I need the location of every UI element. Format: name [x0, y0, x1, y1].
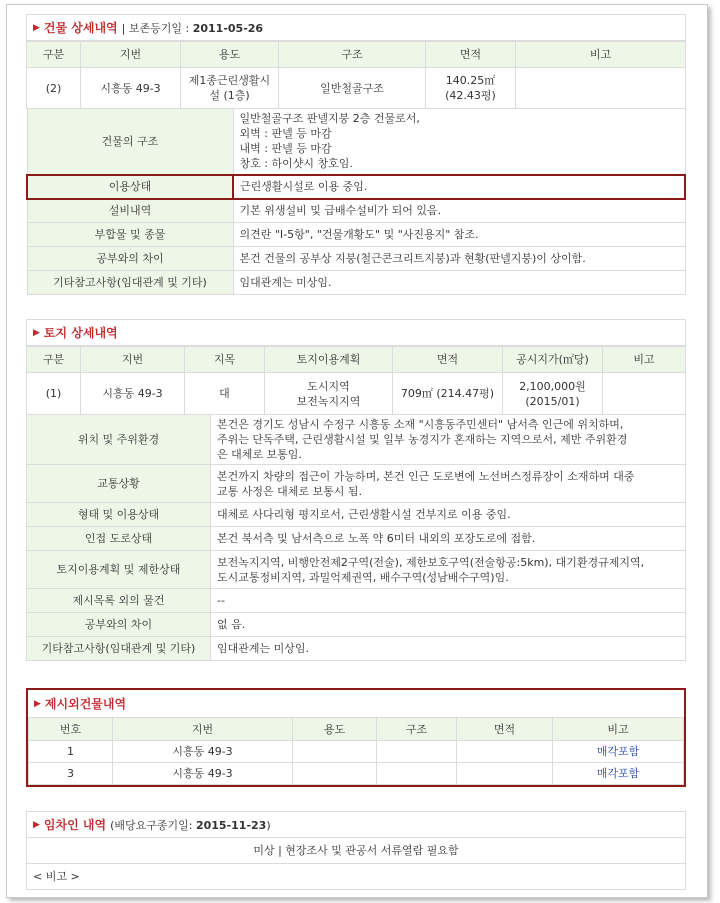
- land-title-bar: [26, 319, 686, 346]
- land-title: 토지 상세내역: [43, 326, 118, 340]
- building-title-bar: [26, 14, 686, 41]
- land-header-row: 구분 지번 지목 토지이용계획 면적 공시지가(㎡당) 비고: [27, 347, 686, 373]
- building-date: 2011-05-26: [192, 21, 264, 35]
- building-detail-table: [26, 108, 686, 295]
- building-date-info: | 보존등기일 : 2011-05-26: [121, 21, 264, 35]
- extra-building-table: [28, 717, 684, 785]
- tenant-title-bar: [26, 811, 686, 838]
- building-section: [26, 14, 686, 295]
- red-arrow-icon: ▶: [34, 698, 41, 709]
- table-row: 위치 및 주위환경 본건은 경기도 성남시 수정구 시흥동 소재 "시흥동주민센터" 남서측 인근에 위치하며, 주위는 단독주택, 근린생활시설 및 일부 농경지가 혼재하는 지역으로서, 제반 주위환경 은 대체로 보통임.: [27, 415, 686, 465]
- table-row: (2) 시흥동 49-3 제1종근린생활시설 (1층) 일반철골구조 140.25㎡ (42.43평): [27, 68, 686, 109]
- tenant-title: 임차인 내역: [43, 818, 107, 832]
- table-row: 1 시흥동 49-3 매각포함: [29, 741, 684, 763]
- table-row: 제시목록 외의 물건 --: [27, 589, 686, 613]
- tenant-note: < 비고 >: [27, 864, 686, 890]
- table-row: (1) 시흥동 49-3 대 도시지역 보전녹지지역 709㎡ (214.47평) 2,100,000원 (2015/01): [27, 373, 686, 415]
- table-row: 공부와의 차이 없 음.: [27, 613, 686, 637]
- red-arrow-icon: ▶: [33, 22, 40, 33]
- table-row-highlighted: 이용상태 근린생활시설로 이용 중임.: [27, 175, 685, 199]
- table-row: 기타참고사항(임대관계 및 기타) 임대관계는 미상임.: [27, 637, 686, 661]
- sale-included-link[interactable]: 매각포함: [553, 763, 684, 785]
- building-header-row: 구분 지번 용도 구조 면적 비고: [27, 42, 686, 68]
- land-detail-table: [26, 414, 686, 661]
- sale-included-link[interactable]: 매각포함: [553, 741, 684, 763]
- building-summary-table: [26, 41, 686, 109]
- table-row: 건물의 구조 일반철골구조 판넬지붕 2층 건물로서, 외벽 : 판넬 등 마감 내벽 : 판넬 등 마감 창호 : 하이샷시 창호임.: [27, 109, 685, 175]
- extra-building-section: [26, 688, 686, 787]
- table-row: 형태 및 이용상태 대체로 사다리형 평지로서, 근린생활시설 건부지로 이용 중임.: [27, 503, 686, 527]
- table-row: 교통상황 본건까지 차량의 접근이 가능하며, 본건 인근 도로변에 노선버스정류장이 소재하며 대중 교통 사정은 대체로 보통시 됨.: [27, 465, 686, 503]
- extra-title-bar: [28, 690, 684, 717]
- table-row: 기타참고사항(임대관계 및 기타) 임대관계는 미상임.: [27, 271, 685, 295]
- extra-header-row: 번호 지번 용도 구조 면적 비고: [29, 718, 684, 741]
- table-row: [27, 838, 686, 864]
- land-summary-table: [26, 346, 686, 415]
- tenant-date-info: (배당요구종기일: 2015-11-23): [110, 818, 271, 832]
- table-row: 설비내역 기본 위생설비 및 급배수설비가 되어 있음.: [27, 199, 685, 223]
- red-arrow-icon: ▶: [33, 327, 40, 338]
- table-row: 3 시흥동 49-3 매각포함: [29, 763, 684, 785]
- table-row: 토지이용계획 및 제한상태 보전녹지지역, 비행안전제2구역(전술), 제한보호구역(전술항공:5km), 대기환경규제지역, 도시교통정비지역, 과밀억제권역, 배수구역(성남배수구역)임.: [27, 551, 686, 589]
- table-row: [27, 864, 686, 890]
- land-section: [26, 319, 686, 661]
- table-row: 부합물 및 종물 의견란 "I-5항", "건물개황도" 및 "사진용지" 참조.: [27, 223, 685, 247]
- table-row: 공부와의 차이 본건 건물의 공부상 지붕(철근콘크리트지붕)과 현황(판넬지붕)이 상이함.: [27, 247, 685, 271]
- tenant-table: [26, 837, 686, 890]
- tenant-date: 2015-11-23: [195, 818, 267, 832]
- table-row: 인접 도로상태 본건 북서측 및 남서측으로 노폭 약 6미터 내외의 포장도로에 접함.: [27, 527, 686, 551]
- tenant-section: [26, 811, 686, 890]
- red-arrow-icon: ▶: [33, 819, 40, 830]
- extra-title: 제시외건물내역: [44, 697, 127, 711]
- tenant-body: 미상 | 현장조사 및 관공서 서류열람 필요함: [27, 838, 686, 864]
- building-title: 건물 상세내역: [43, 21, 118, 35]
